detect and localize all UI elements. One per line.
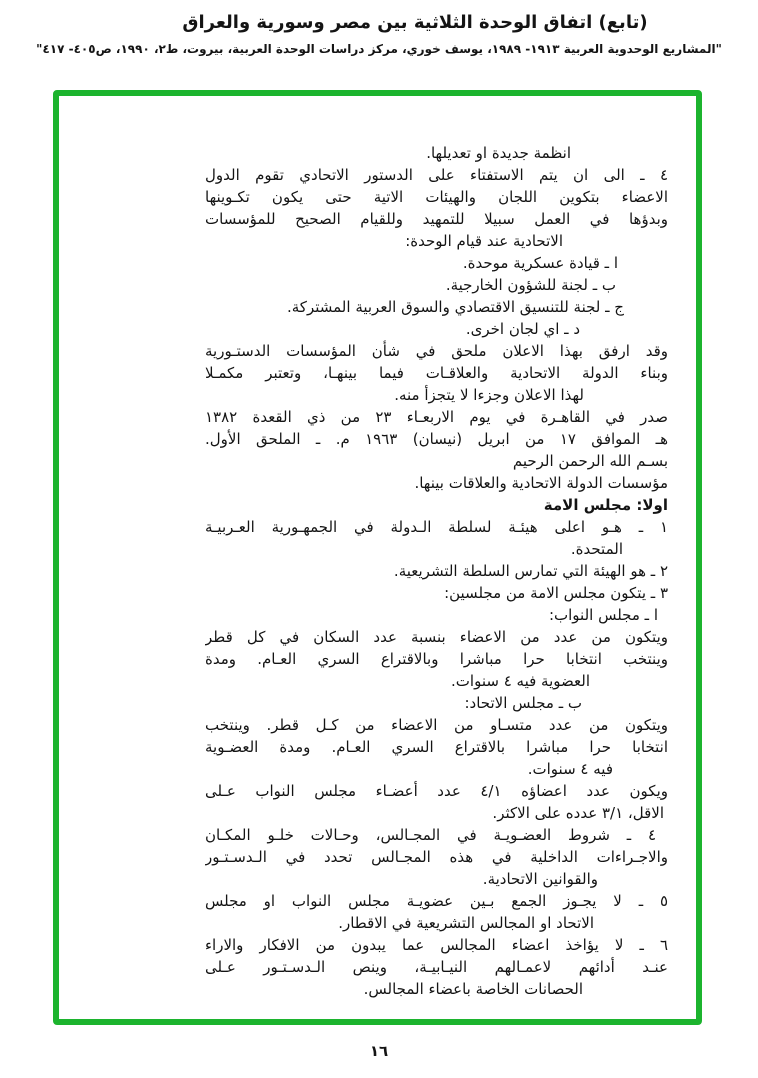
text-line: مؤسسات الدولة الاتحادية والعلاقات بينها. — [414, 474, 668, 492]
section-heading: اولا: مجلس الامة — [543, 496, 668, 514]
text-line: ا ـ قيادة عسكرية موحدة. — [462, 254, 618, 272]
page-footer — [0, 1042, 758, 1060]
text-line: الاتحاد او المجالس التشريعية في الاقطار. — [338, 914, 594, 932]
text-line: ب ـ لجنة للشؤون الخارجية. — [445, 276, 616, 294]
text-line: بسـم الله الرحمن الرحيم — [512, 452, 668, 470]
text-line: الحصانات الخاصة باعضاء المجالس. — [363, 980, 583, 998]
content-frame — [53, 90, 702, 1025]
text-line: فيه ٤ سنوات. — [527, 760, 613, 778]
text-line: المتحدة. — [570, 540, 623, 558]
text-line: وقد ارفق بهذا الاعلان ملحق في شأن المؤسسات الدستـورية — [205, 342, 668, 360]
page-header — [0, 12, 758, 56]
document-title: (تابع) اتفاق الوحدة الثلاثية بين مصر وسورية والعراق — [182, 12, 648, 33]
text-line: صدر في القاهـرة في يوم الاربعـاء ٢٣ من ذي القعدة ١٣٨٢ — [205, 408, 668, 426]
text-line: هـ الموافق ١٧ من ابريل (نيسان) ١٩٦٣ م. ـ الملحق الأول. — [205, 430, 668, 448]
text-line: انظمة جديدة او تعديلها. — [426, 144, 571, 162]
text-line: وينتخب انتخابا حرا مباشرا وبالاقتراع السري العـام. ومدة — [205, 650, 668, 668]
text-line: وبناء الدولة الاتحادية والعلاقـات فيما بينهـا، وتعتبر مكمـلا — [205, 364, 668, 382]
document-citation: "المشاريع الوحدوية العربية ١٩١٣- ١٩٨٩، يوسف خوري، مركز دراسات الوحدة العربية، بيروت، ط٢، ١٩٩٠، ص٤٠٥- ٤١٧" — [36, 42, 722, 56]
text-line: ٤ ـ الى ان يتم الاستفتاء على الدستور الاتحادي تقوم الدول — [205, 166, 668, 184]
text-line: الاقل، ٣/١ عدده على الاكثر. — [492, 804, 664, 822]
text-line: والاجـراءات الداخلية في هذه المجـالس تحدد في الـدسـتـور — [205, 848, 668, 866]
text-line: ج ـ لجنة للتنسيق الاقتصادي والسوق العربية المشتركة. — [287, 298, 624, 316]
page-number: ١٦ — [369, 1042, 389, 1060]
text-line: ٤ ـ شروط العضـويـة في المجـالس، وحـالات خلـو المكـان — [205, 826, 656, 844]
document-lines — [205, 142, 668, 1000]
text-line: لهذا الاعلان وجزءا لا يتجزأ منه. — [394, 386, 584, 404]
text-line: الاتحادية عند قيام الوحدة: — [405, 232, 563, 250]
text-line: ٥ ـ لا يجـوز الجمع بـين عضويـة مجلس النواب او مجلس — [205, 892, 668, 910]
text-line: ويتكون من عدد من الاعضاء بنسبة عدد السكان في كل قطر — [205, 628, 668, 646]
text-line: ٢ ـ هو الهيئة التي تمارس السلطة التشريعية. — [393, 562, 668, 580]
text-line: ٦ ـ لا يؤاخذ اعضاء المجالس عما يبدون من الافكار والاراء — [205, 936, 668, 954]
text-line: ١ ـ هـو اعلى هيئـة لسلطة الـدولة في الجمهـورية العـربيـة — [205, 518, 668, 536]
text-line: ب ـ مجلس الاتحاد: — [464, 694, 582, 712]
text-line: عنـد أدائهم لاعمـالهم النيـابيـة، وينص الـدسـتـور عـلى — [205, 958, 668, 976]
text-line: الاعضاء بتكوين اللجان والهيئات الاتية حتى يكون تكـوينها — [205, 188, 668, 206]
text-line: ويكون عدد اعضاؤه ٤/١ عدد أعضـاء مجلس النواب عـلى — [205, 782, 668, 800]
text-line: والقوانين الاتحادية. — [482, 870, 598, 888]
text-line: د ـ اي لجان اخرى. — [465, 320, 580, 338]
text-line: ا ـ مجلس النواب: — [548, 606, 658, 624]
text-line: ويتكون من عدد متسـاو من الاعضاء من كـل قطر. وينتخب — [205, 716, 668, 734]
text-line: انتخابا حرا مباشرا بالاقتراع السري العـام. ومدة العضـوية — [205, 738, 668, 756]
text-line: وبدؤها في العمل سبيلا للتمهيد وللقيام الصحيح للمؤسسات — [205, 210, 668, 228]
text-line: ٣ ـ يتكون مجلس الامة من مجلسين: — [444, 584, 668, 602]
text-line: العضوية فيه ٤ سنوات. — [451, 672, 590, 690]
